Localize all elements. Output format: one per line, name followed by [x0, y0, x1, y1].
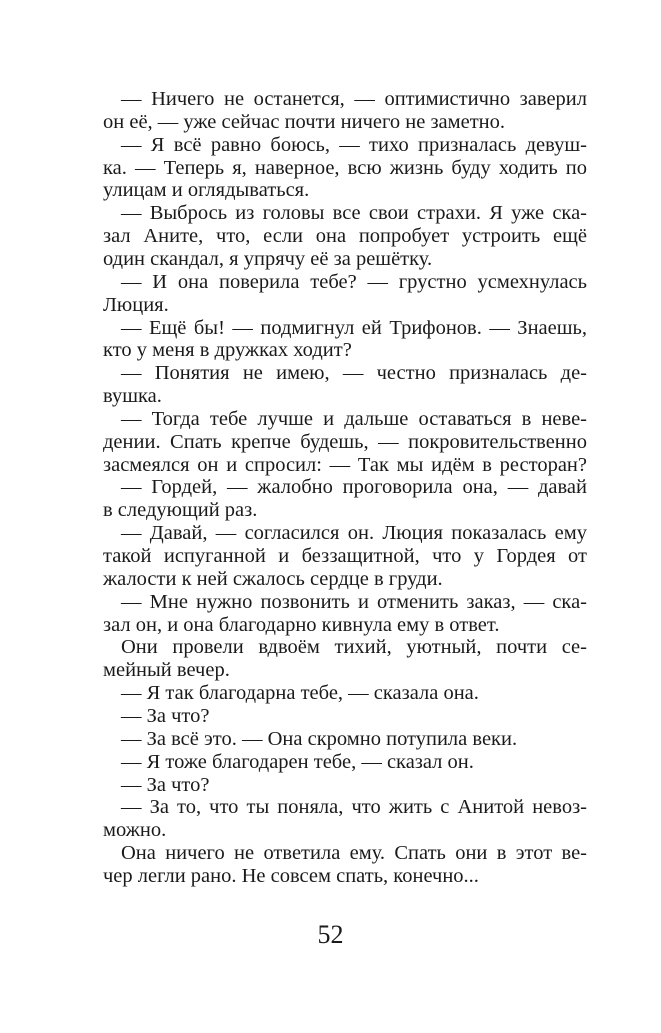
text-line: вушка.	[103, 385, 162, 408]
text-line: ка. — Теперь я, наверное, всю жизнь буду ходить по	[103, 156, 587, 179]
text-line: можно.	[103, 819, 167, 842]
text-line: — Тогда тебе лучше и дальше оставаться в неве-	[121, 407, 587, 430]
text-line: — Я тоже благодарен тебе, — сказал он.	[121, 750, 474, 773]
text-line: дении. Спать крепче будешь, — покровительственно	[103, 430, 587, 453]
text-line: — Мне нужно позвонить и отменить заказ, — ска-	[121, 590, 587, 613]
text-line: мейный вечер.	[103, 659, 230, 682]
text-line: засмеялся он и спросил: — Так мы идём в ресторан?	[103, 453, 587, 476]
text-line: зал он, и она благодарно кивнула ему в ответ.	[103, 613, 500, 636]
text-line: такой испуганной и беззащитной, что у Гордея от	[103, 545, 587, 567]
text-line: — За всё это. — Она скромно потупила веки.	[121, 727, 518, 750]
text-line: в следующий раз.	[103, 499, 258, 522]
text-line: — Ещё бы! — подмигнул ей Трифонов. — Знаешь,	[121, 316, 587, 339]
text-line: — Ничего не останется, — оптимистично заверил	[121, 88, 587, 110]
text-line: — За то, что ты поняла, что жить с Анитой невоз-	[121, 796, 587, 819]
text-line: Люция.	[103, 293, 169, 316]
page-number: 52	[317, 920, 344, 949]
text-line: — Выбрось из головы все свои страхи. Я уже ска-	[121, 202, 587, 225]
text-line: жалости к ней сжалось сердце в груди.	[103, 567, 443, 590]
text-line: — Понятия не имею, — честно призналась де-	[121, 362, 587, 385]
text-line: — За что?	[121, 704, 210, 727]
text-line: — За что?	[121, 773, 210, 796]
text-line: один скандал, я упрячу её за решётку.	[103, 247, 433, 270]
text-line: — И она поверила тебе? — грустно усмехнулась	[121, 270, 587, 293]
text-line: он её, — уже сейчас почти ничего не заметно.	[103, 110, 506, 133]
text-line: зал Аните, что, если она попробует устроить ещё	[103, 225, 587, 248]
text-line: чер легли рано. Не совсем спать, конечно...	[103, 864, 479, 887]
text-line: Они провели вдвоём тихий, уютный, почти се-	[121, 636, 587, 659]
text-line: — Гордей, — жалобно проговорила она, — давай	[121, 476, 587, 499]
text-line: улицам и оглядываться.	[103, 179, 310, 202]
text-line: — Я всё равно боюсь, — тихо призналась девуш-	[121, 133, 587, 156]
text-line: кто у меня в дружках ходит?	[103, 339, 352, 362]
text-line: — Давай, — согласился он. Люция показалась ему	[121, 522, 587, 545]
text-line: Она ничего не ответила ему. Спать они в этот ве-	[121, 842, 587, 865]
text-line: — Я так благодарна тебе, — сказала она.	[121, 682, 479, 705]
